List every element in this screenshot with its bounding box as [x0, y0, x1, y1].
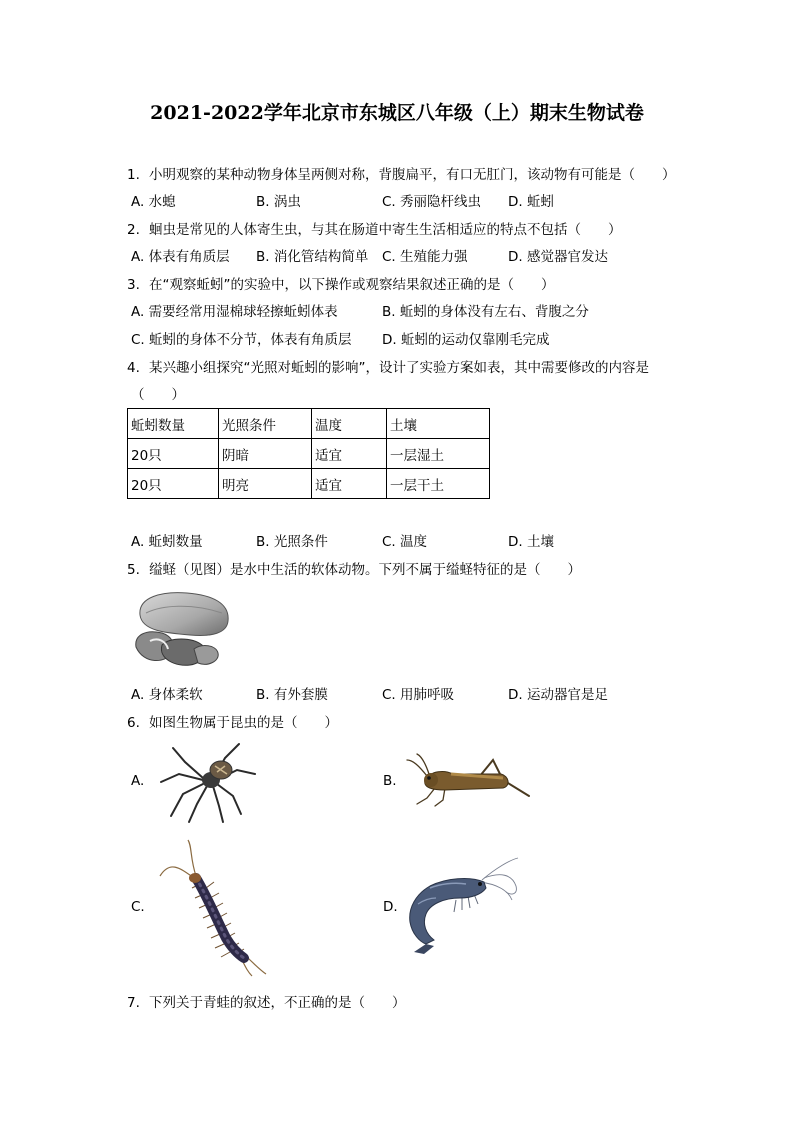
question-5 [127, 558, 581, 578]
grasshopper-image[interactable] [405, 752, 530, 810]
table-cell: 一层湿土 [387, 439, 490, 469]
table-cell: 适宜 [312, 439, 387, 469]
question-4-blank: （ ） [131, 387, 185, 403]
option-a[interactable]: A. 蚯蚓数量 [131, 534, 203, 550]
option-c[interactable]: C. 用肺呼吸 [382, 687, 455, 703]
option-d[interactable]: D. 蚯蚓 [508, 194, 554, 210]
table-cell: 20只 [128, 439, 219, 469]
centipede-image[interactable] [150, 838, 270, 978]
question-stem: 缢蛏（见图）是水中生活的软体动物。下列不属于缢蛏特征的是（ ） [149, 562, 581, 578]
option-d[interactable]: D. 运动器官是足 [508, 687, 608, 703]
table-header: 土壤 [387, 409, 490, 439]
question-stem: 蛔虫是常见的人体寄生虫，与其在肠道中寄生生活相适应的特点不包括（ ） [149, 222, 622, 238]
question-number: 2. [127, 222, 140, 238]
option-c[interactable]: C. 生殖能力强 [382, 249, 468, 265]
spider-image[interactable] [155, 740, 260, 824]
option-d-label[interactable]: D. [383, 899, 398, 915]
table-header: 温度 [312, 409, 387, 439]
experiment-table [127, 408, 490, 499]
option-b[interactable]: B. 消化管结构简单 [256, 249, 369, 265]
option-a[interactable]: A. 水螅 [131, 194, 176, 210]
option-a-label[interactable]: A. [131, 773, 145, 789]
option-d[interactable]: D. 蚯蚓的运动仅靠刚毛完成 [382, 332, 550, 348]
table-header: 蚯蚓数量 [128, 409, 219, 439]
table-cell: 适宜 [312, 469, 387, 499]
table-cell: 一层干土 [387, 469, 490, 499]
question-number: 7. [127, 995, 140, 1011]
option-a[interactable]: A. 需要经常用湿棉球轻擦蚯蚓体表 [131, 304, 338, 320]
option-b[interactable]: B. 光照条件 [256, 534, 328, 550]
option-a[interactable]: A. 体表有角质层 [131, 249, 230, 265]
option-c[interactable]: C. 蚯蚓的身体不分节，体表有角质层 [131, 332, 352, 348]
table-header: 光照条件 [219, 409, 312, 439]
shrimp-image[interactable] [400, 856, 520, 956]
option-b[interactable]: B. 蚯蚓的身体没有左右、背腹之分 [382, 304, 589, 320]
table-row [128, 439, 490, 469]
question-3 [127, 273, 555, 293]
question-4 [127, 356, 649, 376]
question-2 [127, 218, 622, 238]
question-number: 4. [127, 360, 140, 376]
table-cell: 阴暗 [219, 439, 312, 469]
question-number: 1. [127, 167, 140, 183]
question-1 [127, 163, 676, 183]
table-cell: 20只 [128, 469, 219, 499]
table-row [128, 469, 490, 499]
option-d[interactable]: D. 土壤 [508, 534, 554, 550]
question-stem: 如图生物属于昆虫的是（ ） [149, 715, 338, 731]
option-c-label[interactable]: C. [131, 899, 145, 915]
razor-clam-image [132, 587, 232, 669]
question-stem: 在“观察蚯蚓”的实验中，以下操作或观察结果叙述正确的是（ ） [149, 277, 555, 293]
option-c[interactable]: C. 温度 [382, 534, 428, 550]
option-c[interactable]: C. 秀丽隐杆线虫 [382, 194, 482, 210]
option-d[interactable]: D. 感觉器官发达 [508, 249, 608, 265]
option-b-label[interactable]: B. [383, 773, 397, 789]
question-number: 6. [127, 715, 140, 731]
option-b[interactable]: B. 涡虫 [256, 194, 301, 210]
question-number: 5. [127, 562, 140, 578]
question-stem: 下列关于青蛙的叙述，不正确的是（ ） [149, 995, 406, 1011]
table-header-row [128, 409, 490, 439]
question-6 [127, 711, 338, 731]
question-stem: 某兴趣小组探究“光照对蚯蚓的影响”，设计了实验方案如表，其中需要修改的内容是 [149, 360, 649, 376]
option-b[interactable]: B. 有外套膜 [256, 687, 328, 703]
page-title: 2021-2022学年北京市东城区八年级（上）期末生物试卷 [150, 102, 644, 124]
question-7 [127, 991, 406, 1011]
question-number: 3. [127, 277, 140, 293]
option-a[interactable]: A. 身体柔软 [131, 687, 203, 703]
table-cell: 明亮 [219, 469, 312, 499]
question-stem: 小明观察的某种动物身体呈两侧对称，背腹扁平，有口无肛门，该动物有可能是（ ） [149, 167, 676, 183]
